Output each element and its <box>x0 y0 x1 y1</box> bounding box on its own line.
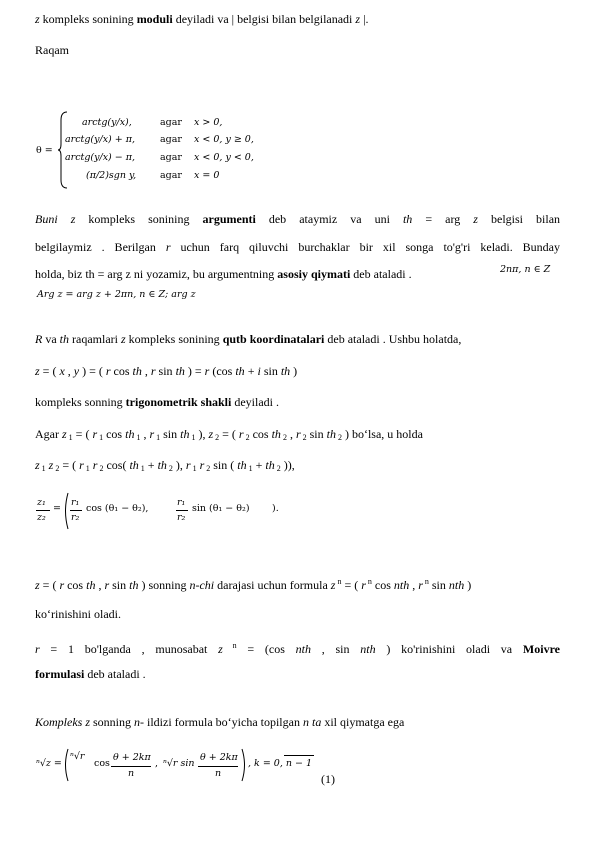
text-run: th <box>129 458 139 472</box>
text-run: 1 <box>97 433 104 442</box>
text-run: x <box>59 364 65 378</box>
paragraph-argument-line-3 <box>35 267 495 281</box>
text-run: 1 <box>66 433 73 442</box>
text-run: + <box>244 364 258 378</box>
text-run: cos <box>103 427 126 441</box>
text-run: + <box>144 458 158 472</box>
text-run: z <box>35 364 40 378</box>
text-run: , sin <box>310 642 361 656</box>
text-run: = ( <box>39 364 60 378</box>
fraction-bar <box>111 766 151 767</box>
text-run: r <box>59 578 65 592</box>
formula-row-1-cond: x > 0, <box>194 117 223 128</box>
formula-row-2-agar: agar <box>160 134 182 145</box>
text-run: cos <box>110 364 133 378</box>
text-run: belgilaymiz . Berilgan <box>35 240 166 254</box>
text-run: n <box>222 641 237 650</box>
paragraph-trig-form <box>35 395 560 409</box>
paragraph-moivre-line-2 <box>35 667 560 681</box>
text-z: z <box>35 12 40 26</box>
left-paren <box>62 748 70 782</box>
text-run: deb ataladi . <box>84 667 146 681</box>
text-run: z <box>208 427 214 441</box>
paragraph-power-line-1 <box>35 575 560 592</box>
term: asosiy qiymati <box>277 267 351 281</box>
text-run: 2 <box>166 464 173 473</box>
formula-inline-2npi: 2nπ, n ∈ Z <box>500 264 551 275</box>
text-run: Kompleks <box>35 715 83 729</box>
text-run: sin <box>428 578 449 592</box>
text-run: , <box>64 364 74 378</box>
text-run: = (cos <box>236 642 296 656</box>
text-run: n <box>335 577 342 586</box>
text-run: th <box>280 364 291 378</box>
formula-row-3-agar: agar <box>160 152 182 163</box>
paragraph-roots <box>35 715 560 729</box>
paragraph-power-line-2 <box>35 607 560 621</box>
term: Moivre <box>522 642 561 656</box>
text-run: z <box>473 212 478 226</box>
formula-row-3-expr: arctg(y/x) − π, <box>65 152 136 163</box>
text-run: , <box>286 427 296 441</box>
text-run: nth <box>393 578 410 592</box>
text-run: ) ko'rinishini oladi va <box>375 642 523 656</box>
text-run: sin <box>155 364 176 378</box>
text-run: th <box>157 458 167 472</box>
text-run: z <box>218 642 223 656</box>
text-run: n <box>134 715 141 729</box>
text-run: , <box>140 427 150 441</box>
text-run: kompleks sonning <box>35 395 126 409</box>
text-run: z <box>35 458 40 472</box>
text-run: sonning <box>90 715 135 729</box>
text: deyiladi va | belgisi bilan belgilanadi <box>172 12 356 26</box>
root-num-2: θ + 2kπ <box>200 752 238 763</box>
text-run: ) <box>464 578 472 592</box>
text-run: , <box>409 578 419 592</box>
text-run: deyiladi . <box>231 395 279 409</box>
text-run: 1 <box>39 464 46 473</box>
q-sin: sin (θ₁ − θ₂) <box>192 503 250 514</box>
text-run: 2 <box>204 464 211 473</box>
text-run: ko‘rinishini oladi. <box>35 607 121 621</box>
text-run: va <box>42 332 60 346</box>
text-run: r <box>165 240 171 254</box>
text-run: nth <box>295 642 311 656</box>
term: argumenti <box>202 212 256 226</box>
text-run: th <box>125 427 135 441</box>
paragraph-argument-line-2 <box>35 240 560 254</box>
text-run: 1 <box>246 464 253 473</box>
text-run: 1 <box>138 464 145 473</box>
text-run: r <box>204 364 210 378</box>
text-run: darajasi uchun formula <box>214 578 331 592</box>
text-run: th <box>59 332 70 346</box>
text-run: Agar <box>35 427 62 441</box>
text-run: ) <box>290 364 298 378</box>
text-run: raqamlari <box>69 332 121 346</box>
q-den-2: r₂ <box>71 512 80 523</box>
text-run: r <box>92 427 98 441</box>
text-run: 1 <box>190 464 197 473</box>
text-run: = ( <box>59 458 80 472</box>
text-run: - ildizi formula bo‘yicha topilgan <box>140 715 303 729</box>
text-run: r <box>92 458 98 472</box>
text-run: th <box>271 427 281 441</box>
text-run: r <box>199 458 205 472</box>
text-run: r <box>238 427 244 441</box>
text-run: ), <box>172 458 186 472</box>
formula-row-4-expr: (π/2)sgn y, <box>86 170 137 181</box>
formula-inline-arg: Arg z = arg z + 2πn, n ∈ Z; arg z <box>37 289 196 300</box>
text-run: 1 <box>83 464 90 473</box>
text-run: r <box>149 427 155 441</box>
text-run: = ( <box>219 427 239 441</box>
text-run: 1 <box>134 433 141 442</box>
text-run: n <box>422 577 429 586</box>
formula-row-2-cond: x < 0, y ≥ 0, <box>194 134 254 145</box>
text: |. <box>360 12 369 26</box>
text-run: th <box>175 364 185 378</box>
root-lhs: ⁿ√z = <box>36 758 62 769</box>
text-run: cos <box>371 578 394 592</box>
text-run: cos <box>249 427 272 441</box>
text-run: ) bo‘lsa, u holda <box>341 427 423 441</box>
text-run: = ( <box>341 578 362 592</box>
q-cos: cos (θ₁ − θ₂), <box>86 503 149 514</box>
text-run: z <box>48 458 54 472</box>
text-run: 2 <box>274 464 281 473</box>
text-run: = ( <box>72 427 93 441</box>
text-run: sin ( <box>210 458 238 472</box>
paragraph-agar <box>35 427 560 445</box>
formula-row-3-cond: x < 0, y < 0, <box>194 152 254 163</box>
text-run: r <box>185 458 191 472</box>
text-run: y <box>73 364 80 378</box>
formula-lhs: θ = <box>36 145 53 156</box>
text-run: (cos <box>209 364 236 378</box>
text-run: th <box>86 578 96 592</box>
text-run: i <box>257 364 261 378</box>
text-run: r <box>79 458 84 472</box>
text-run: th <box>235 364 245 378</box>
root-num-1: θ + 2kπ <box>113 752 151 763</box>
q-den-1: z₂ <box>37 512 46 523</box>
text-run: z <box>85 715 90 729</box>
text-run: deb ataladi . <box>350 267 412 281</box>
text-run: 2 <box>53 464 60 473</box>
text-run: sin <box>160 427 181 441</box>
text-run: kompleks sonining <box>75 212 203 226</box>
text-run: nth <box>360 642 376 656</box>
root-den-2: n <box>215 768 222 779</box>
text-run: cos <box>64 578 87 592</box>
text-run: sin <box>109 578 130 592</box>
text-run: uchun farq qiluvchi burchaklar bir xil songa to'g'ri keladi. Bunday <box>170 240 560 254</box>
text-run: th <box>326 427 336 441</box>
q-num-1: z₁ <box>37 497 46 508</box>
root-den-1: n <box>128 768 135 779</box>
term-moduli: moduli <box>136 12 173 26</box>
text-run: sin <box>306 427 327 441</box>
text-run: R <box>35 332 43 346</box>
root-cos: cos <box>94 758 110 769</box>
text-run: n ta <box>302 715 322 729</box>
term: formulasi <box>35 667 85 681</box>
text-run: 2 <box>300 433 307 442</box>
text-run: z <box>70 212 76 226</box>
text-run: 1 <box>189 433 196 442</box>
text-run: ) sonning <box>138 578 190 592</box>
text-run: r <box>418 578 423 592</box>
text-run: r <box>105 364 111 378</box>
q-eq: = <box>53 503 61 514</box>
text-run: 2 <box>213 433 220 442</box>
text-run: z <box>330 578 336 592</box>
paragraph-polar <box>35 332 560 346</box>
text-run: r <box>361 578 366 592</box>
text-run: 2 <box>280 433 287 442</box>
root-k-range: , k = 0, n − 1 <box>248 758 313 769</box>
right-paren <box>240 748 248 782</box>
paragraph-raqam: Raqam <box>35 43 69 57</box>
equation-number: (1) <box>321 772 335 786</box>
text-run: n-chi <box>189 578 215 592</box>
paragraph-argument-line-1 <box>35 212 560 226</box>
text-run: th <box>129 578 139 592</box>
paragraph-product <box>35 458 560 476</box>
text-run: Buni <box>35 212 58 226</box>
text-run: xil qiymatga ega <box>321 715 405 729</box>
text-run: 2 <box>243 433 250 442</box>
text-run: sin <box>260 364 281 378</box>
formula-row-2-expr: arctg(y/x) + π, <box>65 134 136 145</box>
text-run: deb ataymiz va uni <box>255 212 403 226</box>
q-num-3: r₁ <box>177 497 186 508</box>
text-run: holda, biz th = arg z ni yozamiz, bu argumentning <box>35 267 278 281</box>
text-run: r <box>104 578 110 592</box>
text-run: cos( <box>103 458 130 472</box>
text-run: 1 <box>154 433 161 442</box>
text: kompleks sonining <box>39 12 137 26</box>
text-run: th <box>265 458 275 472</box>
fraction-bar <box>70 510 82 511</box>
root-r: ⁿ√r <box>70 751 85 762</box>
text-run: th <box>402 212 413 226</box>
q-num-2: r₁ <box>71 497 80 508</box>
text-run: = 1 bo'lganda , munosabat <box>39 642 219 656</box>
term: trigonometrik shakli <box>125 395 232 409</box>
fraction-bar <box>176 510 188 511</box>
text-run: belgisi bilan <box>477 212 561 226</box>
formula-row-1-agar: agar <box>160 117 182 128</box>
text-run: ), <box>195 427 209 441</box>
text-run: )), <box>280 458 295 472</box>
text-run: r <box>150 364 156 378</box>
text-run: = arg <box>412 212 474 226</box>
text-run <box>58 212 71 226</box>
paragraph-trig-form-eq <box>35 364 560 378</box>
text-run: z <box>62 427 67 441</box>
text-run: r <box>35 642 40 656</box>
formula-row-4-agar: agar <box>160 170 182 181</box>
paragraph-moivre-line-1 <box>35 639 560 656</box>
text-run: r <box>295 427 301 441</box>
text-run: 2 <box>97 464 104 473</box>
text-run: n <box>365 577 372 586</box>
text-run: = ( <box>39 578 60 592</box>
comma: , <box>155 758 159 769</box>
left-paren <box>62 492 70 530</box>
formula-row-1-expr: arctg(y/x), <box>82 117 132 128</box>
text-run: , <box>141 364 151 378</box>
q-end: ). <box>272 503 279 514</box>
q-den-3: r₂ <box>177 512 186 523</box>
term: qutb koordinatalari <box>222 332 325 346</box>
fraction-bar <box>198 766 238 767</box>
text-run: , <box>95 578 105 592</box>
text-run: th <box>237 458 247 472</box>
formula-row-4-cond: x = 0 <box>194 170 220 181</box>
text-z: z <box>355 12 361 26</box>
text-run: ) = <box>184 364 205 378</box>
text-run: deb ataladi . Ushbu holatda, <box>324 332 462 346</box>
root-sin: ⁿ√r sin <box>163 758 195 769</box>
text-run: 2 <box>335 433 342 442</box>
paragraph-modulus <box>35 12 560 26</box>
text-run: th <box>132 364 142 378</box>
left-brace <box>58 110 70 190</box>
text-run: z <box>121 332 126 346</box>
text-run: nth <box>448 578 465 592</box>
text-run: z <box>35 578 40 592</box>
text-run: ) = ( <box>79 364 106 378</box>
text-run: th <box>180 427 190 441</box>
text-run: kompleks sonining <box>125 332 223 346</box>
text-run: + <box>252 458 266 472</box>
overline <box>284 755 314 756</box>
fraction-bar <box>36 510 50 511</box>
